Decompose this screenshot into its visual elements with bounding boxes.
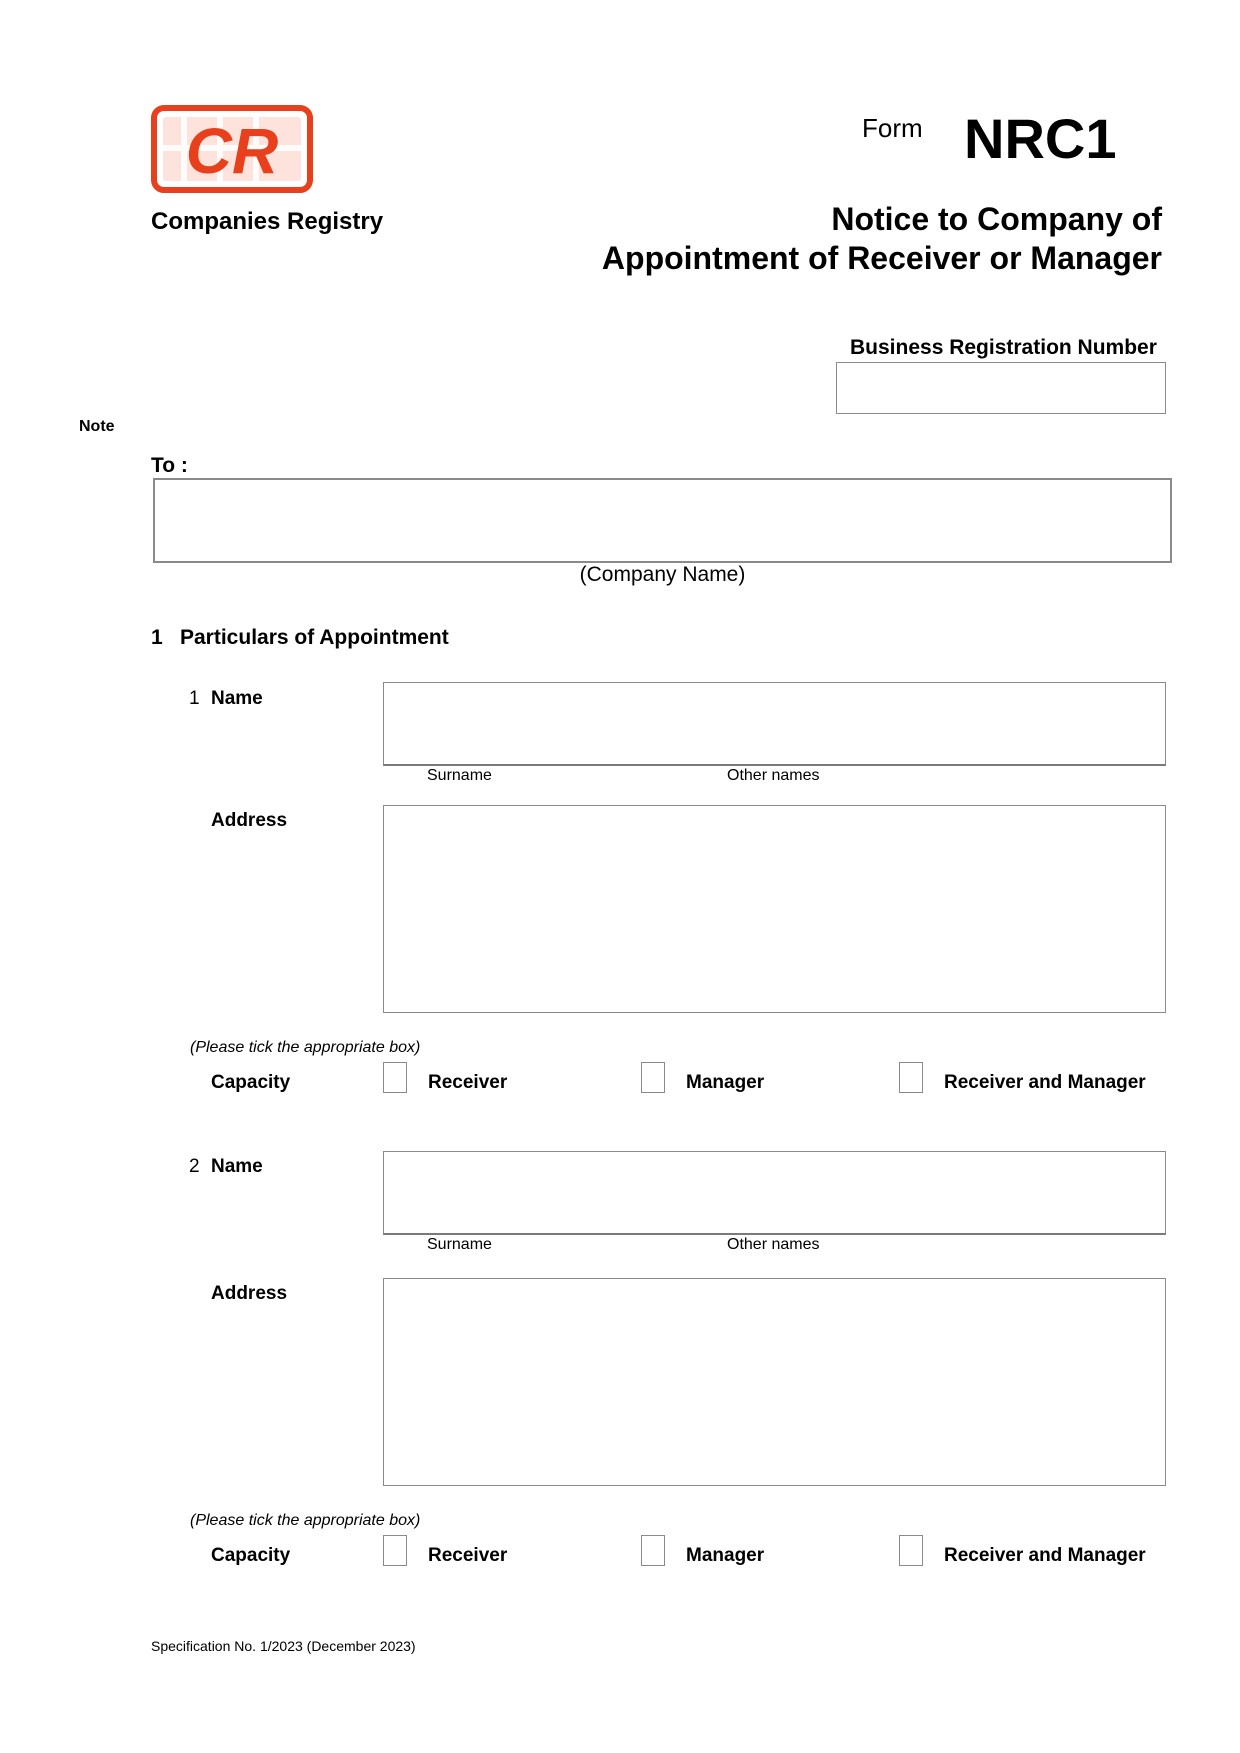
- note-label: Note: [79, 418, 115, 435]
- manager-checkbox[interactable]: [641, 1535, 665, 1566]
- appointee-address-input[interactable]: [383, 1278, 1166, 1486]
- form-number: NRC1: [964, 107, 1117, 170]
- manager-label: Manager: [686, 1072, 765, 1093]
- brn-input[interactable]: [836, 362, 1166, 414]
- tick-hint: (Please tick the appropriate box): [190, 1512, 421, 1529]
- receiver-and-manager-label: Receiver and Manager: [944, 1072, 1146, 1093]
- receiver-and-manager-checkbox[interactable]: [899, 1535, 923, 1566]
- appointee-number: 2: [189, 1156, 200, 1177]
- manager-checkbox[interactable]: [641, 1062, 665, 1093]
- company-name-input[interactable]: [153, 478, 1172, 563]
- appointee-address-input[interactable]: [383, 805, 1166, 1013]
- section-number: 1: [151, 626, 163, 649]
- form-title-line2: Appointment of Receiver or Manager: [601, 240, 1162, 276]
- brn-label: Business Registration Number: [850, 336, 1157, 359]
- appointee-name-input[interactable]: [383, 1151, 1166, 1235]
- surname-caption: Surname: [427, 1236, 492, 1253]
- section-title: Particulars of Appointment: [180, 626, 449, 649]
- address-label: Address: [211, 810, 288, 831]
- other-names-caption: Other names: [727, 1236, 820, 1253]
- name-label: Name: [211, 1156, 263, 1177]
- registry-name: Companies Registry: [151, 208, 384, 235]
- receiver-and-manager-label: Receiver and Manager: [944, 1545, 1146, 1566]
- other-names-caption: Other names: [727, 767, 820, 784]
- section-heading: [151, 626, 449, 650]
- receiver-checkbox[interactable]: [383, 1062, 407, 1093]
- name-label: Name: [211, 688, 263, 709]
- to-label: To :: [151, 454, 188, 477]
- appointee-name-input[interactable]: [383, 682, 1166, 766]
- specification-footer: Specification No. 1/2023 (December 2023): [151, 1638, 416, 1654]
- tick-hint: (Please tick the appropriate box): [190, 1039, 421, 1056]
- manager-label: Manager: [686, 1545, 765, 1566]
- form-title-line1: Notice to Company of: [831, 201, 1162, 237]
- svg-text:CR: CR: [185, 115, 279, 187]
- receiver-checkbox[interactable]: [383, 1535, 407, 1566]
- appointee-number: 1: [189, 688, 200, 709]
- receiver-label: Receiver: [428, 1545, 508, 1566]
- companies-registry-logo: [151, 105, 313, 193]
- capacity-label: Capacity: [211, 1072, 291, 1093]
- form-word: Form: [862, 113, 923, 143]
- capacity-label: Capacity: [211, 1545, 291, 1566]
- company-name-caption: (Company Name): [579, 563, 746, 586]
- address-label: Address: [211, 1283, 288, 1304]
- receiver-label: Receiver: [428, 1072, 508, 1093]
- form-title: [602, 200, 1162, 278]
- surname-caption: Surname: [427, 767, 492, 784]
- receiver-and-manager-checkbox[interactable]: [899, 1062, 923, 1093]
